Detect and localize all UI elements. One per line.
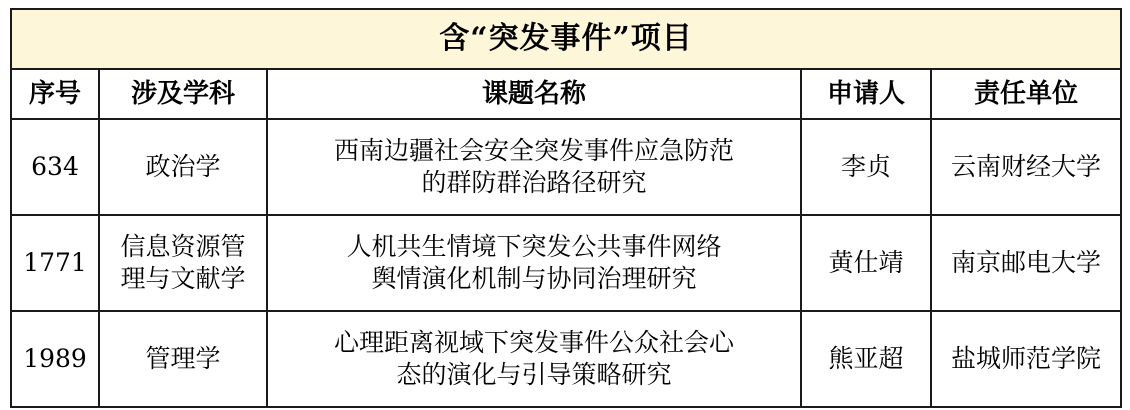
cell-unit: 南京邮电大学 xyxy=(931,215,1121,311)
cell-no: 634 xyxy=(11,119,99,215)
cell-no: 1989 xyxy=(11,311,99,407)
column-header-topic: 课题名称 xyxy=(267,69,801,119)
table-row xyxy=(11,215,1121,311)
column-header-no: 序号 xyxy=(11,69,99,119)
document-title: 含“突发事件”项目 xyxy=(11,9,1121,69)
cell-applicant: 黄仕靖 xyxy=(801,215,931,311)
cell-topic xyxy=(267,311,801,407)
cell-topic-line: 心理距离视域下突发事件公众社会心 xyxy=(333,328,734,357)
cell-topic xyxy=(267,215,801,311)
cell-subject xyxy=(99,119,267,215)
cell-unit: 云南财经大学 xyxy=(931,119,1121,215)
projects-table xyxy=(10,8,1122,408)
cell-subject-line: 信息资源管 xyxy=(120,232,246,261)
cell-subject-line: 管理学 xyxy=(145,344,221,373)
cell-subject-line: 理与文献学 xyxy=(120,264,246,293)
table-row xyxy=(11,119,1121,215)
table-header-row xyxy=(11,69,1121,119)
cell-no: 1771 xyxy=(11,215,99,311)
column-header-applicant: 申请人 xyxy=(801,69,931,119)
cell-applicant: 李贞 xyxy=(801,119,931,215)
table-row xyxy=(11,311,1121,407)
cell-topic-line: 的群防群治路径研究 xyxy=(421,168,647,197)
column-header-unit: 责任单位 xyxy=(931,69,1121,119)
cell-unit: 盐城师范学院 xyxy=(931,311,1121,407)
cell-topic-line: 态的演化与引导策略研究 xyxy=(396,360,672,389)
cell-subject xyxy=(99,215,267,311)
cell-topic-line: 人机共生情境下突发公共事件网络 xyxy=(346,232,722,261)
cell-topic-line: 舆情演化机制与协同治理研究 xyxy=(371,264,697,293)
column-header-subject: 涉及学科 xyxy=(99,69,267,119)
cell-topic-line: 西南边疆社会安全突发事件应急防范 xyxy=(333,136,734,165)
cell-applicant: 熊亚超 xyxy=(801,311,931,407)
table-title-row xyxy=(11,9,1121,69)
cell-subject xyxy=(99,311,267,407)
cell-topic xyxy=(267,119,801,215)
cell-subject-line: 政治学 xyxy=(145,152,221,181)
